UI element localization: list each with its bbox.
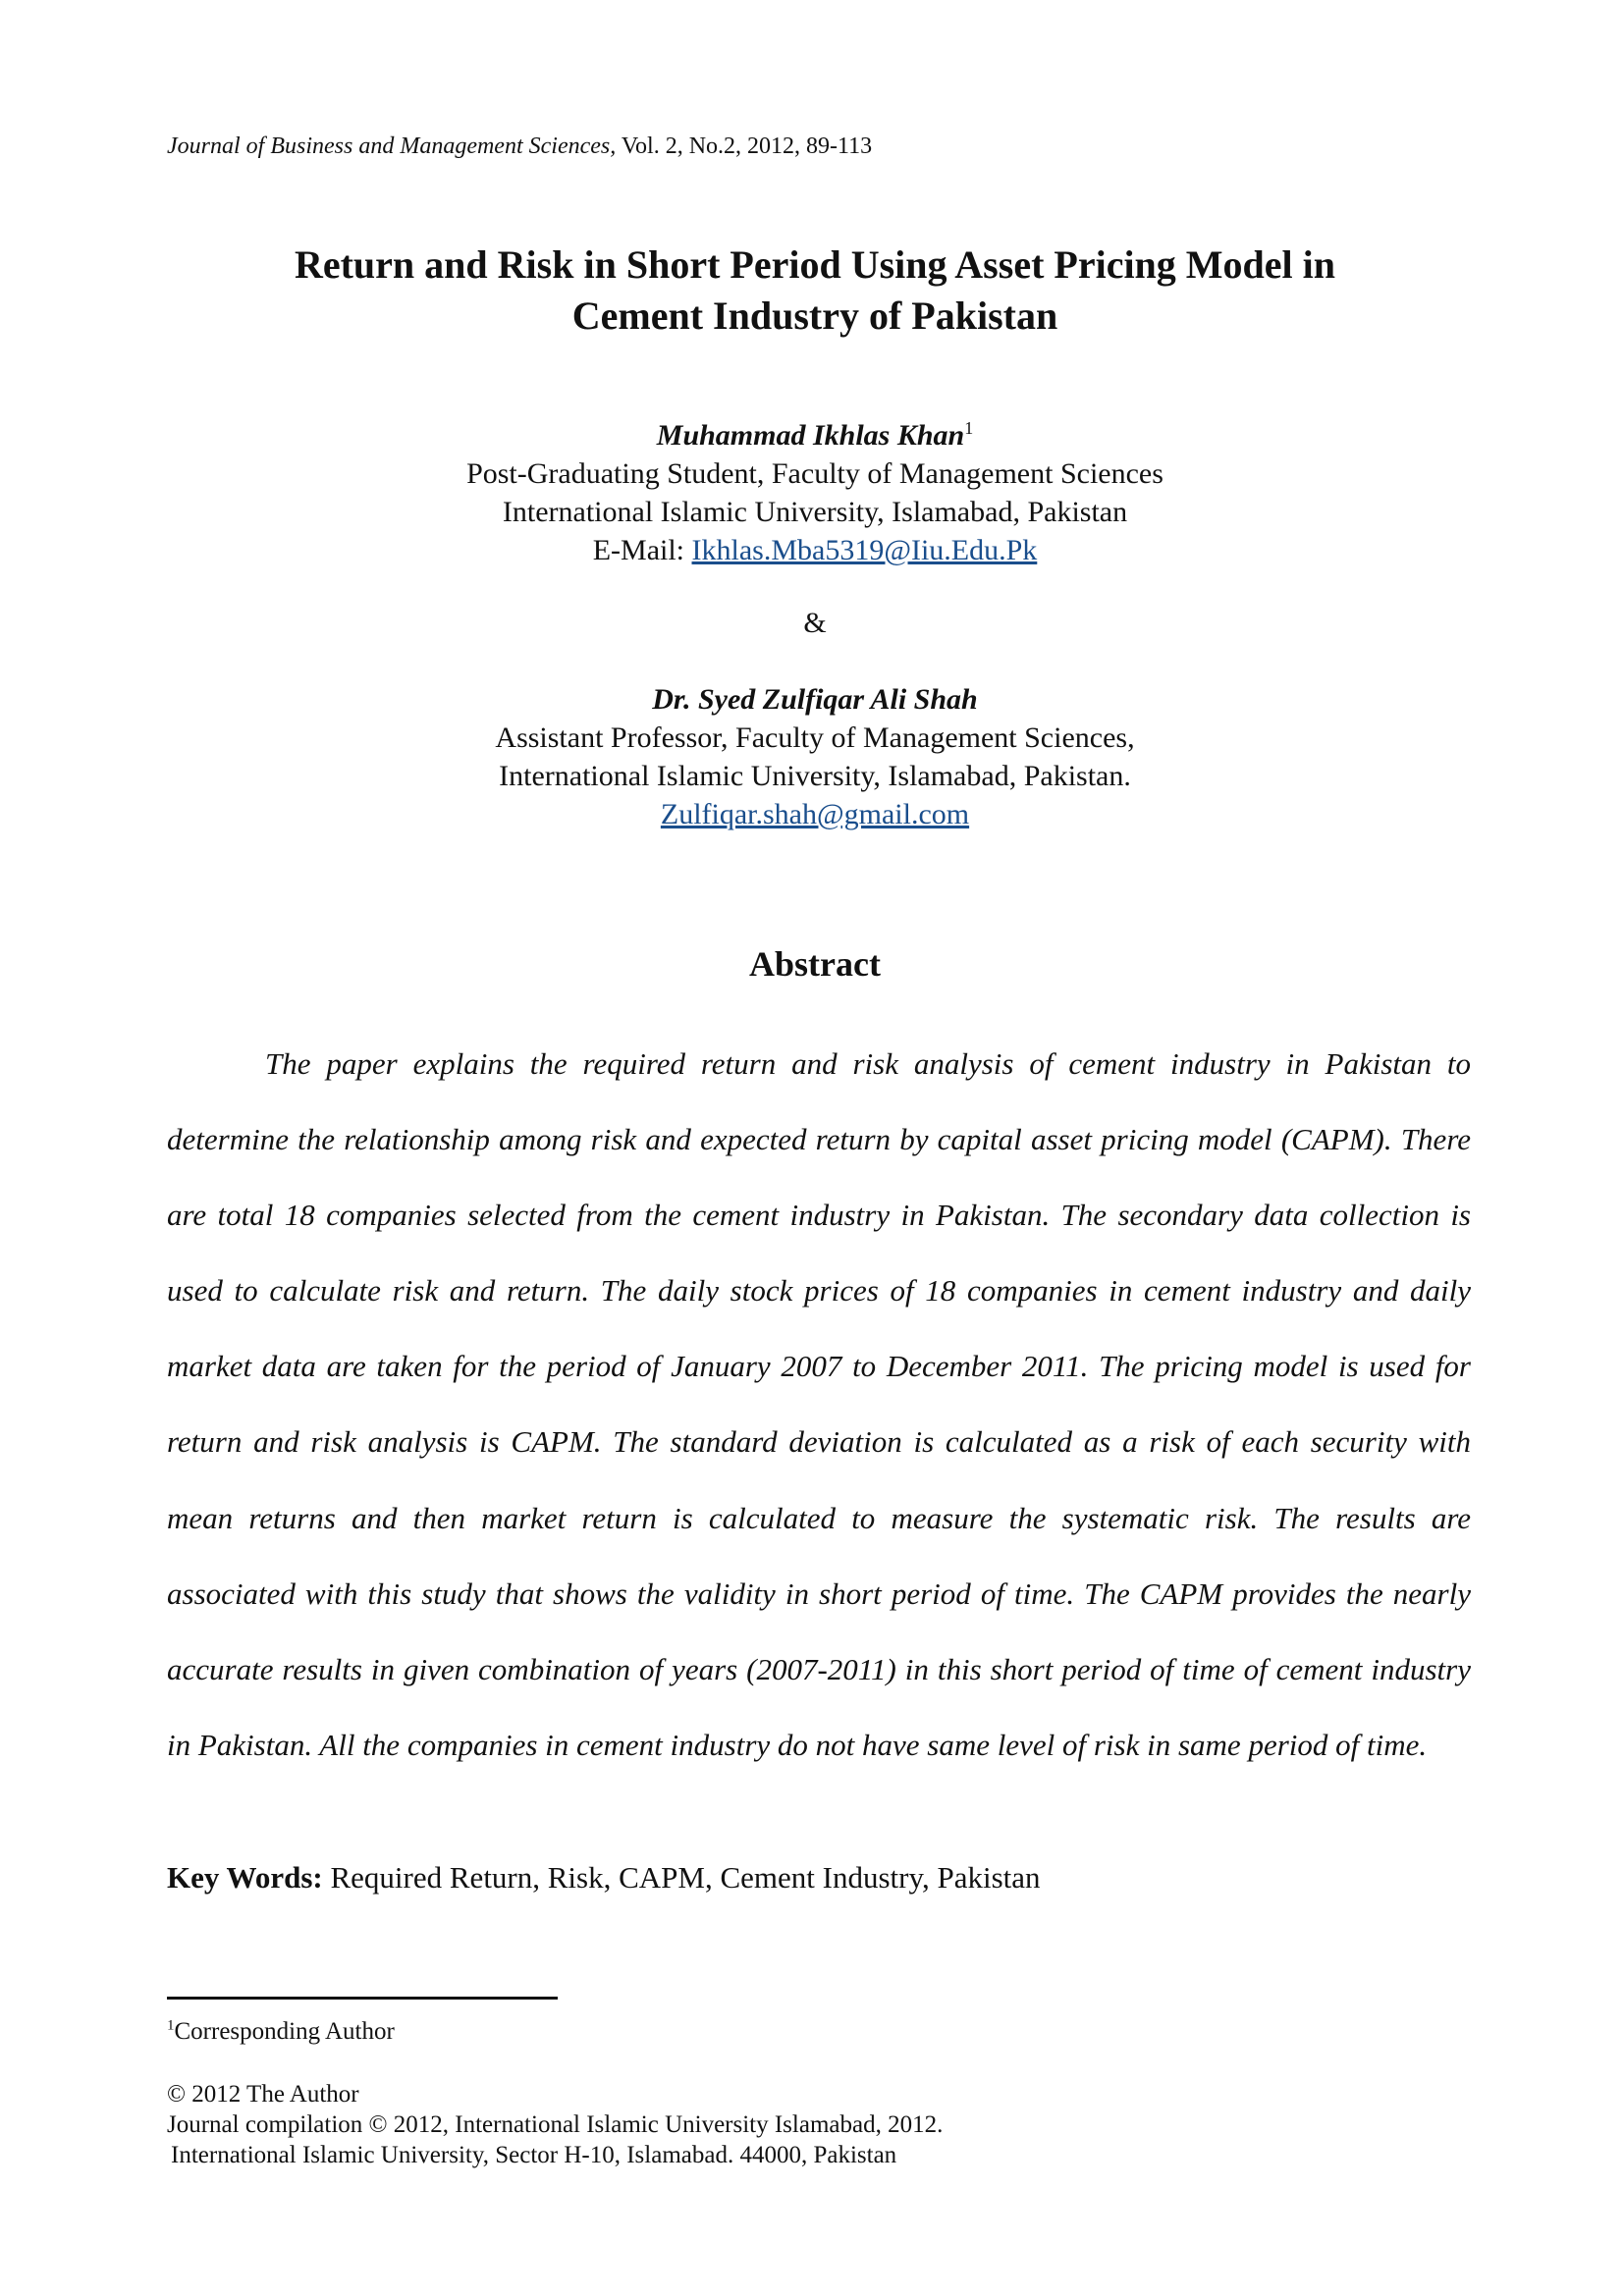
copyright-line-3: International Islamic University, Sector H-10, Islamabad. 44000, Pakistan [171, 2142, 897, 2168]
paper-title [167, 240, 1463, 342]
copyright-line-1: © 2012 The Author [167, 2081, 359, 2108]
footnote-mark: 1 [167, 2017, 175, 2034]
journal-details: Vol. 2, No.2, 2012, 89-113 [616, 133, 873, 159]
title-line-2: Cement Industry of Pakistan [571, 294, 1058, 338]
copyright-line-2: Journal compilation © 2012, International Islamic University Islamabad, 2012. [167, 2111, 944, 2138]
author-1-email-label: E-Mail: [592, 534, 692, 566]
keywords [167, 1858, 1041, 1897]
author-1-footnote-mark: 1 [964, 418, 974, 438]
keywords-label: Key Words: [167, 1860, 323, 1895]
author-1-email-link[interactable]: Ikhlas.Mba5319@Iiu.Edu.Pk [691, 534, 1038, 566]
copyright-block [167, 2079, 943, 2170]
author-2-email-link[interactable]: Zulfiqar.shah@gmail.com [660, 798, 970, 830]
author-1-block [167, 416, 1463, 569]
author-1-name: Muhammad Ikhlas Khan [656, 419, 965, 452]
footnote-divider [167, 1997, 558, 2000]
journal-name: Journal of Business and Management Sciences, [167, 133, 617, 159]
footnote [167, 2017, 395, 2047]
footnote-text: Corresponding Author [174, 2018, 395, 2045]
running-head [167, 132, 872, 161]
author-2-institution: International Islamic University, Islamabad, Pakistan. [499, 760, 1131, 792]
abstract-body: The paper explains the required return and risk analysis of cement industry in Pakistan to determine the relationship among risk and expected return by capital asset pricing model (CAPM). There are total 18 companies selected from the cement industry in Pakistan. The secondary data collection is used to calculate risk and return. The daily stock prices of 18 companies in cement industry and daily market data are taken for the period of January 2007 to December 2011. The pricing model is used for return and risk analysis is CAPM. The standard deviation is calculated as a risk of each security with mean returns and then market return is calculated to measure the systematic risk. The results are associated with this study that shows the validity in short period of time. The CAPM provides the nearly accurate results in given combination of years (2007-2011) in this short period of time of cement industry in Pakistan. All the companies in cement industry do not have same level of risk in same period of time. [167, 1046, 1471, 1762]
author-2-position: Assistant Professor, Faculty of Management Sciences, [495, 721, 1135, 754]
author-1-email-line [167, 531, 1463, 569]
author-separator: & [803, 607, 827, 639]
author-2-block [167, 680, 1463, 833]
keywords-text: Required Return, Risk, CAPM, Cement Industry, Pakistan [322, 1860, 1041, 1895]
author-2-email-line [167, 795, 1463, 833]
author-1-institution: International Islamic University, Islamabad, Pakistan [502, 496, 1128, 528]
author-1-name-line [167, 416, 1463, 454]
title-line-1: Return and Risk in Short Period Using Asset Pricing Model in [294, 242, 1336, 287]
author-1-position: Post-Graduating Student, Faculty of Management Sciences [466, 457, 1163, 490]
abstract-heading: Abstract [749, 944, 881, 984]
author-2-name: Dr. Syed Zulfiqar Ali Shah [652, 683, 978, 716]
